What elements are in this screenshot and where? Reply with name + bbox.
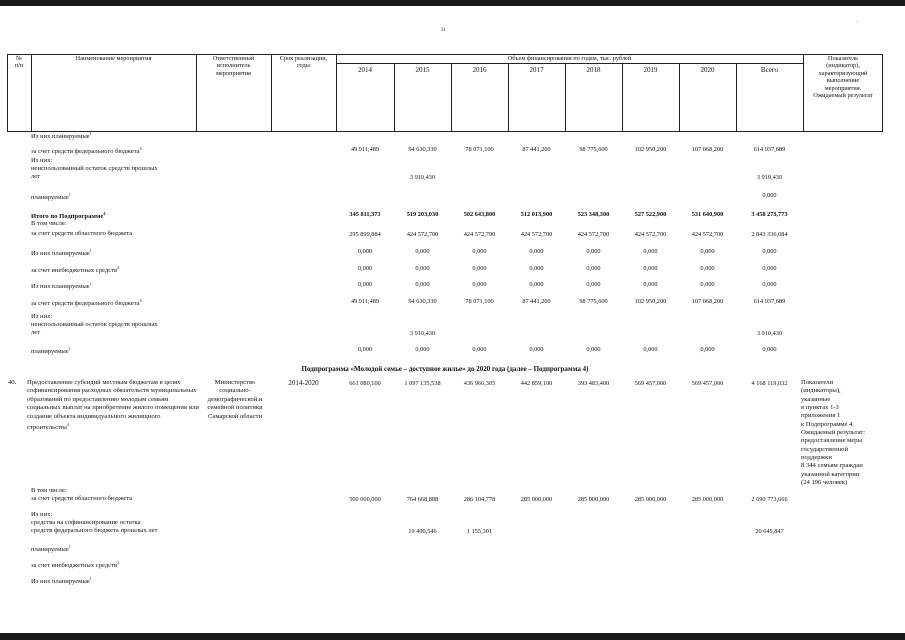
row-label <box>31 247 201 259</box>
row-value-2014: 345 811,373 <box>349 211 381 218</box>
row-value-2016: 0,000 <box>472 265 487 272</box>
row-value-2014: 295 899,884 <box>349 231 381 238</box>
row-label-text: планируемые <box>31 348 69 356</box>
row-value-2018: 98 775,600 <box>579 298 608 305</box>
footnote-marker: 4 <box>139 298 142 303</box>
row-label-text: за счет внебюджетных средств <box>31 562 118 570</box>
row-label-text: за счет средств федерального бюджета <box>31 300 140 308</box>
footnote-marker: 1 <box>89 281 92 286</box>
item40-value-2018: 393 483,400 <box>577 380 610 387</box>
header-year-2019: 2019 <box>643 66 658 74</box>
row-value-2020: 0,000 <box>700 346 715 353</box>
header-year-2014: 2014 <box>358 66 372 74</box>
scan-top-border <box>0 0 905 6</box>
row-label <box>31 321 201 338</box>
header-year-2016: 2016 <box>472 66 487 74</box>
row-label-text: Из них планируемые <box>31 250 90 258</box>
row-value-2019: 102 950,200 <box>634 298 667 305</box>
row-value-2017: 0,000 <box>529 265 544 272</box>
footnote-marker: 2 <box>117 265 120 270</box>
scan-bottom-border <box>0 633 905 640</box>
row-value-2015: 764 668,888 <box>406 496 439 503</box>
row-value-всего: 0,000 <box>762 346 777 353</box>
item40-value-всего: 4 168 119,032 <box>751 380 788 387</box>
row-label-text: В том числе: <box>31 220 67 227</box>
row-value-2019: 0,000 <box>643 346 658 353</box>
row-value-2019: 0,000 <box>643 265 658 272</box>
footnote-marker: 2 <box>117 560 120 565</box>
row-value-2016: 78 071,100 <box>465 146 494 153</box>
item40-name-text: Предоставление субсидий местным бюджетам в целях софинансирования расходных обязательств муниципальных образований по предоставлению молодым семьям социальных выплат на приобретение жилого помещения или создание объекта индивидуального жилищного строительства <box>27 379 199 432</box>
item40-period: 2014-2020 <box>288 379 319 387</box>
row-value-2017: 87 441,200 <box>522 146 551 153</box>
financing-table <box>7 54 883 594</box>
row-value-всего: 2 690 773,666 <box>751 496 788 503</box>
item40-value-2015: 1 097 135,538 <box>404 380 441 387</box>
row-value-2018: 424 572,700 <box>577 231 610 238</box>
row-value-2018: 98 775,600 <box>579 146 608 153</box>
row-value-всего: 614 937,689 <box>753 146 786 153</box>
row-label <box>31 230 201 238</box>
row-value-всего: 3 458 273,773 <box>751 211 788 218</box>
row-value-2014: 49 911,489 <box>350 146 380 153</box>
footnote-marker: 4 <box>139 146 142 151</box>
row-label <box>31 165 201 182</box>
row-value-2015: 0,000 <box>415 265 430 272</box>
row-value-2017: 512 013,900 <box>520 211 553 218</box>
row-value-2020: 0,000 <box>700 281 715 288</box>
row-value-2017: 87 441,200 <box>522 298 551 305</box>
page-number: 31 <box>441 28 446 33</box>
row-value-2017: 424 572,700 <box>520 231 553 238</box>
header-name: Наименование мероприятия <box>75 55 152 62</box>
row-value-всего: 2 843 336,084 <box>751 231 788 238</box>
row-value-2015: 0,000 <box>415 281 430 288</box>
row-value-2020: 0,000 <box>700 265 715 272</box>
row-value-2015: 3 910,430 <box>409 174 436 181</box>
row-label <box>31 519 201 536</box>
item40-name <box>27 379 199 433</box>
row-label-text: средства на софинансирование остатка средств федерального бюджета прошлых лет <box>31 519 158 535</box>
row-value-2014: 0,000 <box>357 248 373 255</box>
row-value-2018: 0,000 <box>586 265 601 272</box>
row-value-2016: 0,000 <box>472 346 487 353</box>
row-label-text: неиспользованный остаток средств прошлых лет <box>31 165 158 181</box>
row-label-text: за счет средств федерального бюджета <box>31 148 140 156</box>
footnote-marker: 1 <box>89 576 92 581</box>
row-label <box>31 280 201 292</box>
row-value-2015: 0,000 <box>415 346 430 353</box>
row-value-2019: 0,000 <box>643 281 658 288</box>
row-value-2020: 107 068,200 <box>691 298 724 305</box>
row-value-2020: 0,000 <box>700 248 715 255</box>
row-value-2020: 285 000,000 <box>691 496 724 503</box>
row-value-2015: 3 910,430 <box>409 330 436 337</box>
footnote-marker: 1 <box>89 131 92 136</box>
row-value-2019: 285 000,000 <box>634 496 667 503</box>
row-label <box>31 559 201 571</box>
footnote-marker: 1 <box>68 192 71 197</box>
row-value-2015: 19 490,546 <box>408 528 437 535</box>
row-value-2019: 102 950,200 <box>634 146 667 153</box>
row-value-всего: 3 910,430 <box>756 330 783 337</box>
row-label <box>31 345 201 357</box>
row-value-всего: 20 645,847 <box>755 528 784 535</box>
row-value-2015: 0,000 <box>415 248 430 255</box>
row-value-2015: 424 572,700 <box>406 231 439 238</box>
row-label <box>31 130 201 142</box>
row-value-2015: 94 630,330 <box>408 146 437 153</box>
row-label <box>31 264 201 276</box>
row-value-2014: 0,000 <box>357 265 373 272</box>
row-label-text: неиспользованный остаток средств прошлых лет <box>31 321 158 337</box>
row-value-всего: 0,000 <box>762 281 777 288</box>
row-value-2018: 523 348,300 <box>577 211 610 218</box>
row-label <box>31 145 201 157</box>
header-indicator: Показатель (индикатор), характеризующий выполнение мероприятия. Ожидаемый результат <box>813 55 873 100</box>
row-value-всего: 0,000 <box>762 248 777 255</box>
row-value-2014: 500 000,000 <box>349 496 381 503</box>
row-label-text: Из них: <box>31 157 53 164</box>
row-value-2017: 0,000 <box>529 248 544 255</box>
row-value-2018: 285 000,000 <box>577 496 610 503</box>
row-label-text: В том числе: <box>31 487 67 494</box>
item40-value-2017: 442 859,100 <box>520 380 553 387</box>
row-value-2020: 107 068,200 <box>691 146 724 153</box>
row-label-text: за счет средств областного бюджета <box>31 230 133 237</box>
row-label-text: Из них планируемые <box>31 283 90 291</box>
row-value-2019: 527 522,900 <box>634 211 667 218</box>
row-label-text: Из них: <box>31 313 53 320</box>
row-value-2015: 94 630,330 <box>408 298 437 305</box>
row-value-2019: 424 572,700 <box>634 231 667 238</box>
footnote-marker: 1 <box>68 346 71 351</box>
row-value-2016: 1 155,301 <box>466 528 493 535</box>
row-value-2020: 424 572,700 <box>691 231 724 238</box>
row-label-text: планируемые <box>31 194 69 202</box>
header-year-2017: 2017 <box>529 66 544 74</box>
row-label-text: за счет внебюджетных средств <box>31 267 118 275</box>
item40-value-2014: 661 080,100 <box>349 380 381 387</box>
row-label <box>31 220 201 228</box>
item40-name-sup: 4 <box>66 422 69 428</box>
row-value-2020: 531 640,900 <box>691 211 724 218</box>
row-value-2016: 286 104,778 <box>463 496 496 503</box>
row-value-2016: 78 071,100 <box>465 298 494 305</box>
row-value-2016: 502 643,800 <box>463 211 496 218</box>
header-period: Срок реализации, годы <box>279 55 328 70</box>
row-label <box>31 297 201 309</box>
row-label <box>31 575 201 587</box>
row-value-2017: 0,000 <box>529 281 544 288</box>
row-value-2014: 0,000 <box>357 346 373 353</box>
row-label <box>31 543 201 555</box>
row-value-2018: 0,000 <box>586 346 601 353</box>
row-value-2019: 0,000 <box>643 248 658 255</box>
row-value-2018: 0,000 <box>586 248 601 255</box>
row-value-всего: 614 937,689 <box>753 298 786 305</box>
row-label-text: планируемые <box>31 546 69 554</box>
row-value-всего: 3 910,430 <box>756 174 783 181</box>
item40-value-2020: 569 457,000 <box>691 380 724 387</box>
row-label-text: Итого по Подпрограмме <box>31 213 104 221</box>
row-value-2016: 0,000 <box>472 281 487 288</box>
item40-indicator: Показатели (индикаторы), указанные в пунктах 1-3 приложения 1 к Подпрограмме 4. Ожидаемый результат: предоставление меры государственной поддержки 8 344 семьям граждан указанной категории (24 196 человек) <box>801 379 866 487</box>
row-label <box>31 495 201 503</box>
row-value-2015: 519 203,030 <box>406 211 439 218</box>
footnote-marker: 1 <box>68 544 71 549</box>
row-value-всего: 0,000 <box>762 265 777 272</box>
header-responsible: Ответственный исполнитель мероприятия <box>212 55 255 77</box>
row-label-text: Из них планируемые <box>31 133 90 141</box>
row-label <box>31 191 201 203</box>
row-value-2014: 49 911,489 <box>350 298 380 305</box>
item40-number: 40. <box>8 379 17 386</box>
header-year-2018: 2018 <box>586 66 601 74</box>
header-funding: Объем финансирования по годам, тыс. рублей <box>507 55 632 62</box>
item40-value-2019: 569 457,000 <box>634 380 667 387</box>
row-value-всего: 0,000 <box>762 192 777 199</box>
footnote-marker: 4 <box>103 211 106 216</box>
row-value-2017: 0,000 <box>529 346 544 353</box>
row-label-text: за счет средств областного бюджета <box>31 495 133 502</box>
row-value-2016: 424 572,700 <box>463 231 496 238</box>
item40-responsible: Министерство социально- демографической и семейной политики Самарской области <box>207 379 263 420</box>
row-label-text: Из них планируемые <box>31 578 90 586</box>
header-num: № п/п <box>14 55 24 70</box>
item40-value-2016: 436 966,305 <box>463 380 496 387</box>
row-value-2016: 0,000 <box>472 248 487 255</box>
footnote-marker: 1 <box>89 248 92 253</box>
row-value-2017: 285 000,000 <box>520 496 553 503</box>
row-label-text: Из них: <box>31 511 53 518</box>
row-value-2018: 0,000 <box>586 281 601 288</box>
header-year-2015: 2015 <box>415 66 430 74</box>
subprogram-title: Подпрограмма «Молодой семье – доступное жилье» до 2020 года (далее – Подпрограмма 4) <box>301 365 589 373</box>
header-year-2020: 2020 <box>700 66 715 74</box>
scan-mark: . <box>857 18 859 24</box>
header-year-всего: Всего <box>760 66 779 74</box>
row-value-2014: 0,000 <box>357 281 373 288</box>
